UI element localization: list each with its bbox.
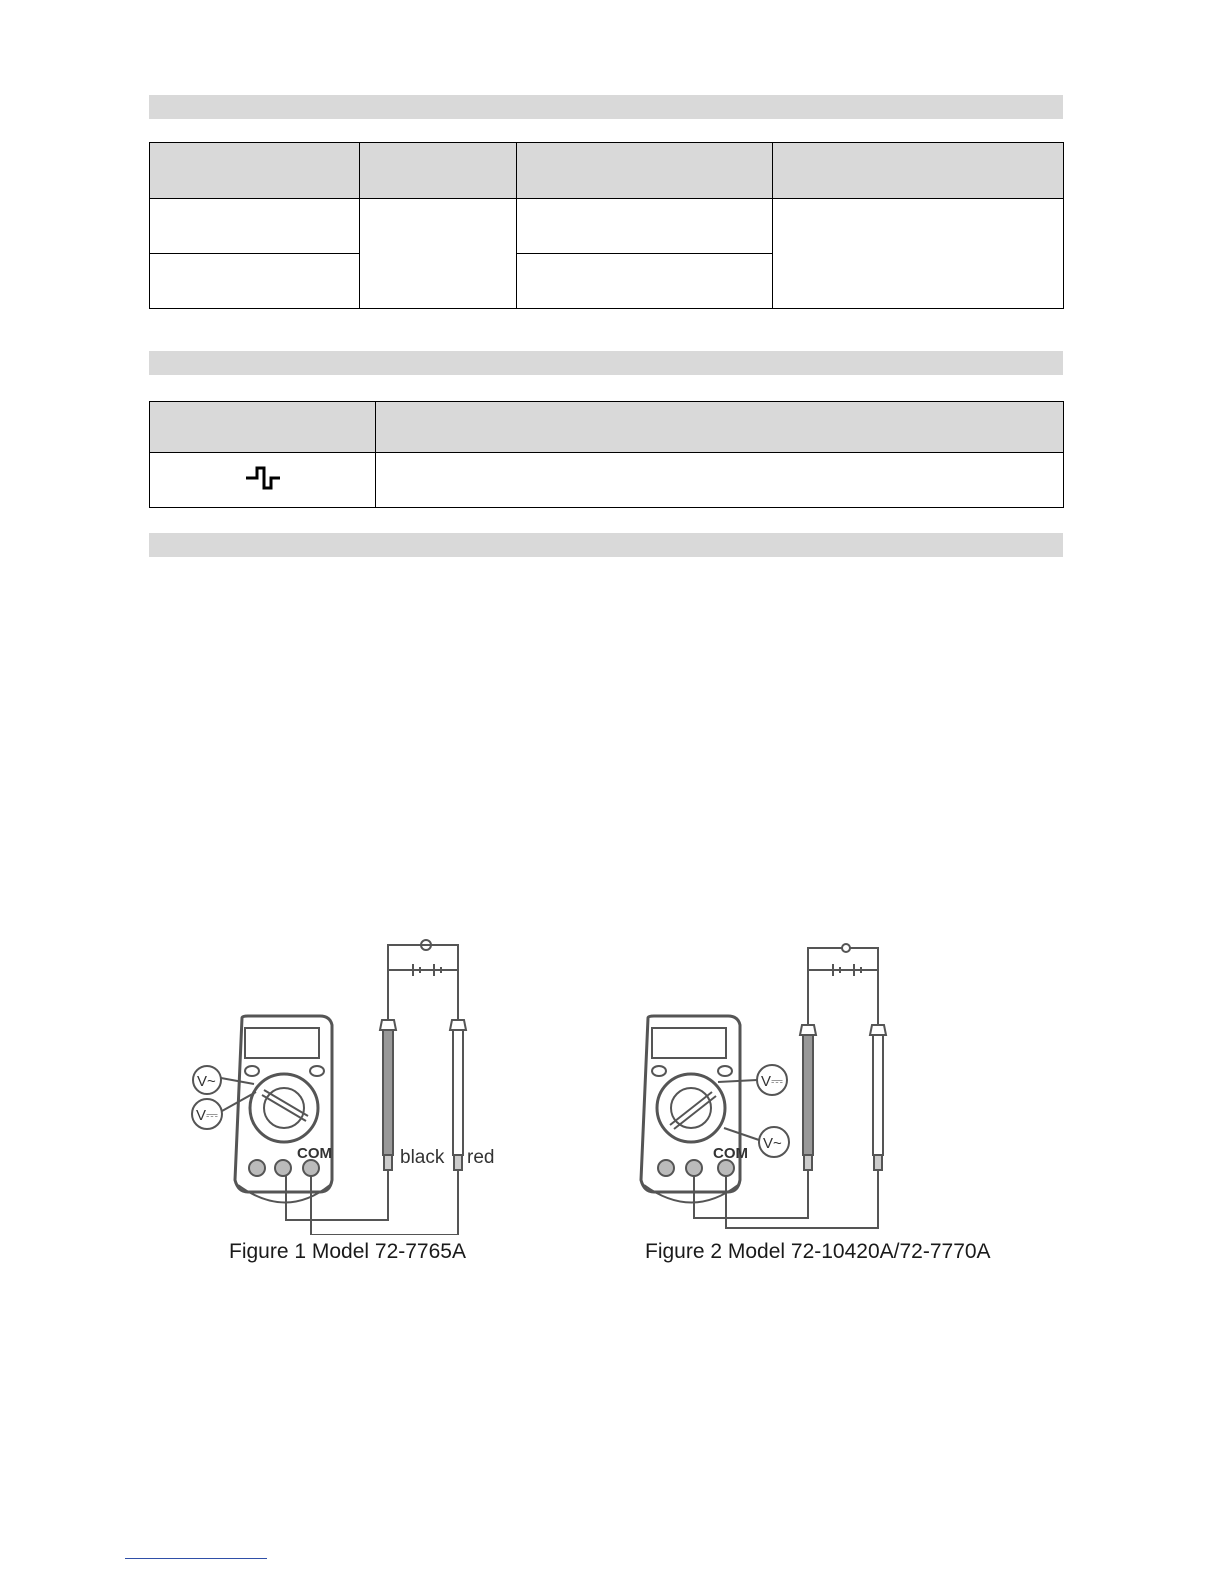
table1-header-cell [360,143,517,199]
section-header-band-3 [149,533,1063,557]
table2-symbol-cell [150,453,376,508]
black-test-lead [694,985,816,1218]
battery-circuit [808,944,878,985]
table2-cell [376,453,1064,508]
battery-circuit [388,940,458,985]
dial-label-dc: V⎓ [196,1107,218,1124]
table2-header-cell [376,402,1064,453]
input-jacks [249,1160,319,1176]
figure-2-caption: Figure 2 Model 72-10420A/72-7770A [645,1240,991,1263]
table1-header-cell [773,143,1064,199]
spec-table-2 [149,401,1064,508]
pulse-waveform-icon [243,464,283,492]
table1-cell [150,199,360,254]
com-jack-label: COM [713,1145,748,1162]
table1-cell [150,254,360,309]
table1-cell [773,199,1064,309]
table1-cell [517,199,773,254]
section-header-band-2 [149,351,1063,375]
red-lead-label: red [467,1147,495,1168]
footnote-separator [125,1558,267,1559]
table1-cell [360,199,517,309]
figure-1-multimeter-diagram [180,930,520,1235]
table1-cell [517,254,773,309]
table2-header-cell [150,402,376,453]
figure-2-multimeter-diagram [628,930,968,1235]
dial-label-dc: V⎓ [761,1073,783,1090]
dial-label-ac: V~ [197,1073,216,1090]
com-jack-label: COM [297,1145,332,1162]
section-header-band-1 [149,95,1063,119]
input-jacks [658,1160,734,1176]
table1-header-cell [150,143,360,199]
figure-1-caption: Figure 1 Model 72-7765A [229,1240,466,1263]
black-lead-label: black [400,1147,445,1168]
dial-label-ac: V~ [763,1135,782,1152]
spec-table-1 [149,142,1064,309]
table1-header-cell [517,143,773,199]
